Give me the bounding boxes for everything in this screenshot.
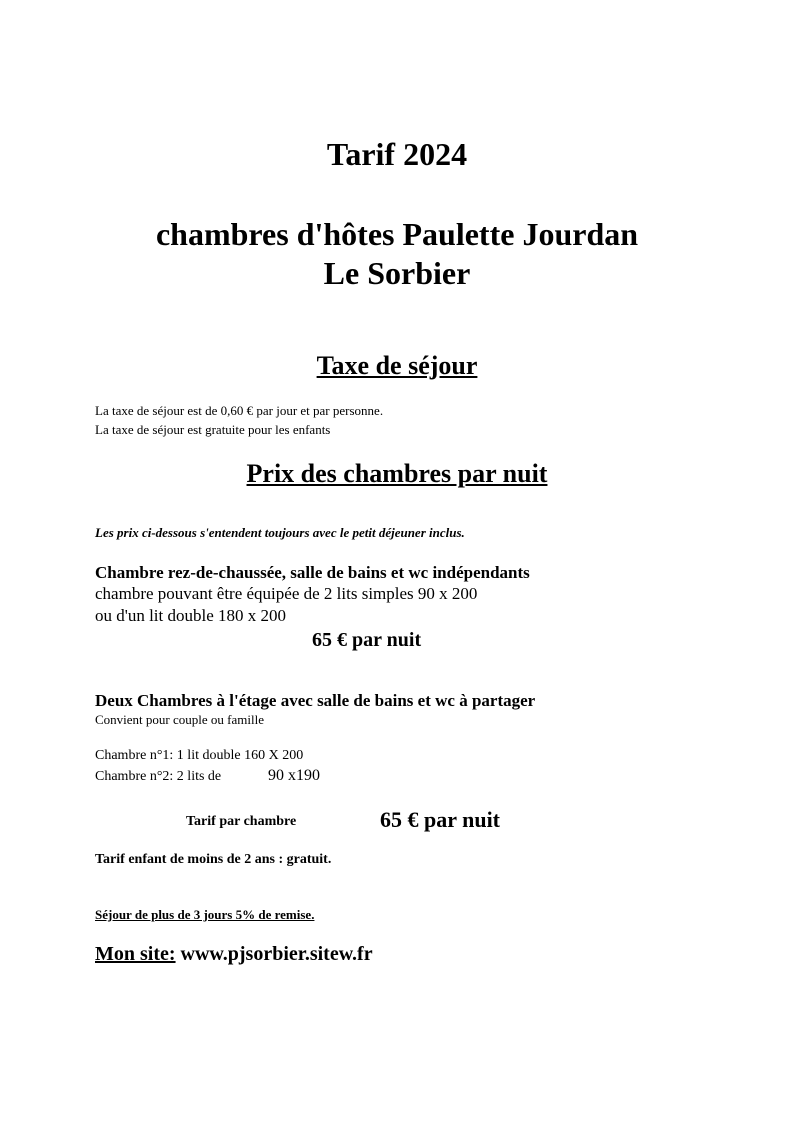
site-label: Mon site: <box>95 943 176 965</box>
prix-note: Les prix ci-dessous s'entendent toujours avec le petit déjeuner inclus. <box>95 525 465 540</box>
taxe-heading: Taxe de séjour <box>316 351 478 380</box>
chambre-rdc-line-1: chambre pouvant être équipée de 2 lits simples 90 x 200 <box>95 584 478 603</box>
tarif-par-chambre-label: Tarif par chambre <box>186 814 297 829</box>
chambre-rdc-title: Chambre rez-de-chaussée, salle de bains et wc indépendants <box>95 563 530 582</box>
taxe-line-1: La taxe de séjour est de 0,60 € par jour et par personne. <box>95 403 384 418</box>
chambre-rdc-price: 65 € par nuit <box>312 629 422 651</box>
chambre-2-detail: Chambre n°2: 2 lits de <box>95 769 222 784</box>
site-link[interactable]: www.pjsorbier.sitew.fr <box>180 943 373 965</box>
chambre-rdc-line-2: ou d'un lit double 180 x 200 <box>95 606 287 625</box>
prix-heading: Prix des chambres par nuit <box>246 459 548 488</box>
chambres-etage-title: Deux Chambres à l'étage avec salle de bains et wc à partager <box>95 691 536 710</box>
site-line <box>95 943 373 966</box>
taxe-line-2: La taxe de séjour est gratuite pour les enfants <box>95 422 331 437</box>
tarif-enfant: Tarif enfant de moins de 2 ans : gratuit. <box>95 852 332 867</box>
chambre-2-size: 90 x190 <box>268 767 320 784</box>
guesthouse-place: Le Sorbier <box>323 255 471 291</box>
page-title: Tarif 2024 <box>326 136 468 172</box>
chambre-1-detail: Chambre n°1: 1 lit double 160 X 200 <box>95 748 304 763</box>
remise-note: Séjour de plus de 3 jours 5% de remise. <box>95 907 315 922</box>
chambres-etage-price: 65 € par nuit <box>380 807 501 832</box>
chambres-etage-subtitle: Convient pour couple ou famille <box>95 712 264 727</box>
guesthouse-name: chambres d'hôtes Paulette Jourdan <box>155 216 639 252</box>
